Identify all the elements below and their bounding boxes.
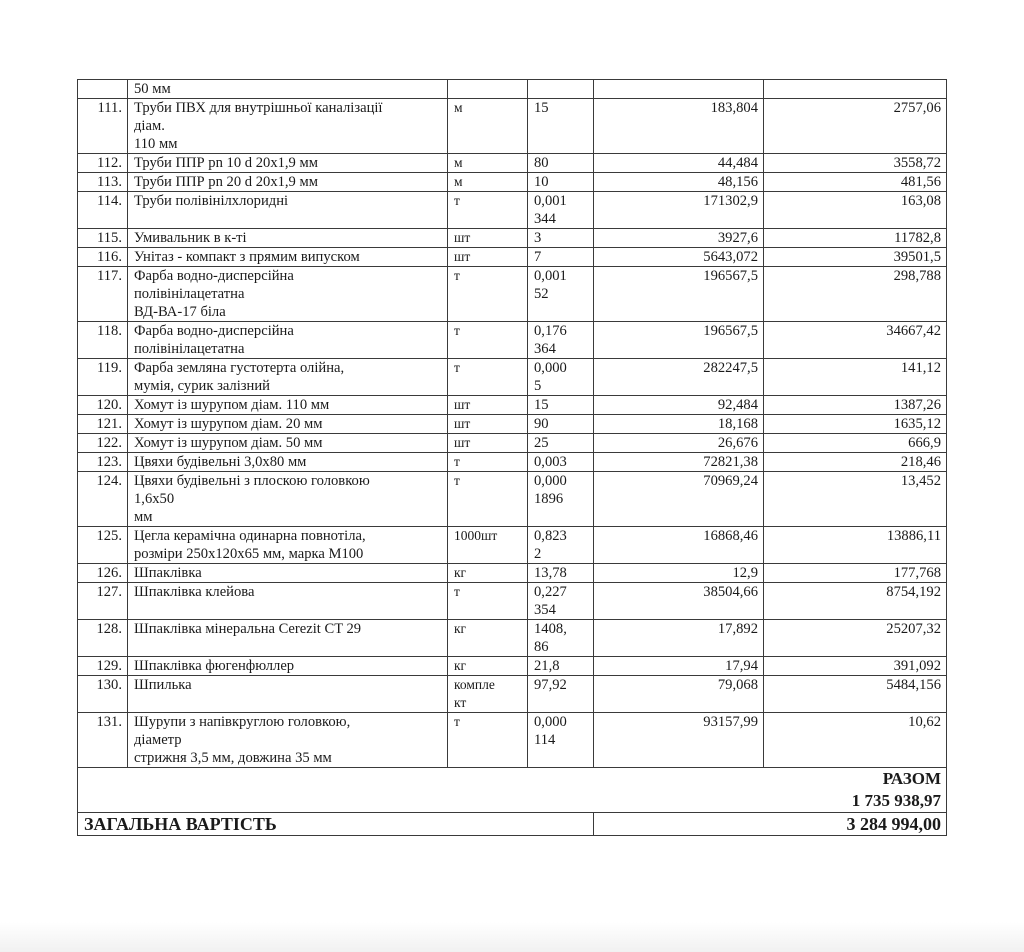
table-row bbox=[78, 472, 947, 527]
price-cell: 72821,38 bbox=[594, 453, 764, 472]
table-row bbox=[78, 453, 947, 472]
row-number-cell: 131. bbox=[78, 713, 128, 768]
row-number-cell: 122. bbox=[78, 434, 128, 453]
row-number-cell: 115. bbox=[78, 229, 128, 248]
grand-total-row bbox=[78, 813, 947, 836]
quantity-cell: 80 bbox=[528, 154, 594, 173]
item-name-cell: Шпаклівка клейова bbox=[128, 583, 448, 620]
price-cell: 171302,9 bbox=[594, 192, 764, 229]
price-cell: 48,156 bbox=[594, 173, 764, 192]
unit-cell: т bbox=[448, 359, 528, 396]
quantity-cell: 3 bbox=[528, 229, 594, 248]
table-row bbox=[78, 359, 947, 396]
table-row bbox=[78, 173, 947, 192]
subtotal-cell bbox=[78, 768, 947, 813]
item-name-cell: Шпаклівка мінеральна Cerezit CT 29 bbox=[128, 620, 448, 657]
sum-cell: 13,452 bbox=[764, 472, 947, 527]
unit-cell: шт bbox=[448, 248, 528, 267]
unit-cell: т bbox=[448, 192, 528, 229]
price-cell: 17,892 bbox=[594, 620, 764, 657]
table-row bbox=[78, 267, 947, 322]
sum-cell: 3558,72 bbox=[764, 154, 947, 173]
item-name-cell: Шпилька bbox=[128, 676, 448, 713]
quantity-cell: 0,227 354 bbox=[528, 583, 594, 620]
unit-cell: 1000шт bbox=[448, 527, 528, 564]
quantity-cell bbox=[528, 80, 594, 99]
sum-cell: 1387,26 bbox=[764, 396, 947, 415]
quantity-cell: 15 bbox=[528, 396, 594, 415]
table-row bbox=[78, 192, 947, 229]
price-cell: 18,168 bbox=[594, 415, 764, 434]
grand-total-label: ЗАГАЛЬНА ВАРТІСТЬ bbox=[78, 813, 594, 836]
item-name-cell: Цегла керамічна одинарна повнотіла, розміри 250х120х65 мм, марка М100 bbox=[128, 527, 448, 564]
quantity-cell: 7 bbox=[528, 248, 594, 267]
page-bottom-edge bbox=[0, 922, 1024, 952]
materials-estimate-table bbox=[77, 79, 947, 836]
unit-cell: т bbox=[448, 322, 528, 359]
row-number-cell: 127. bbox=[78, 583, 128, 620]
item-name-cell: Шпаклівка bbox=[128, 564, 448, 583]
price-cell: 79,068 bbox=[594, 676, 764, 713]
quantity-cell: 25 bbox=[528, 434, 594, 453]
row-number-cell: 111. bbox=[78, 99, 128, 154]
quantity-cell: 1408, 86 bbox=[528, 620, 594, 657]
item-name-cell: Труби ПВХ для внутрішньої каналізації діам. 110 мм bbox=[128, 99, 448, 154]
table-row bbox=[78, 620, 947, 657]
price-cell: 183,804 bbox=[594, 99, 764, 154]
item-name-cell: Хомут із шурупом діам. 110 мм bbox=[128, 396, 448, 415]
unit-cell: м bbox=[448, 173, 528, 192]
sum-cell: 39501,5 bbox=[764, 248, 947, 267]
unit-cell: т bbox=[448, 472, 528, 527]
quantity-cell: 0,003 bbox=[528, 453, 594, 472]
row-number-cell: 124. bbox=[78, 472, 128, 527]
sum-cell: 481,56 bbox=[764, 173, 947, 192]
table-row bbox=[78, 154, 947, 173]
table-row bbox=[78, 99, 947, 154]
price-cell: 17,94 bbox=[594, 657, 764, 676]
price-cell: 44,484 bbox=[594, 154, 764, 173]
sum-cell: 177,768 bbox=[764, 564, 947, 583]
row-number-cell: 130. bbox=[78, 676, 128, 713]
sum-cell: 5484,156 bbox=[764, 676, 947, 713]
price-cell: 92,484 bbox=[594, 396, 764, 415]
table-row bbox=[78, 657, 947, 676]
item-name-cell: Фарба водно-дисперсійна полівінілацетатна bbox=[128, 322, 448, 359]
quantity-cell: 0,000 5 bbox=[528, 359, 594, 396]
item-name-cell: Унітаз - компакт з прямим випуском bbox=[128, 248, 448, 267]
table-row bbox=[78, 564, 947, 583]
unit-cell: кг bbox=[448, 620, 528, 657]
item-name-cell: 50 мм bbox=[128, 80, 448, 99]
unit-cell: м bbox=[448, 154, 528, 173]
unit-cell: т bbox=[448, 453, 528, 472]
price-cell bbox=[594, 80, 764, 99]
unit-cell: шт bbox=[448, 396, 528, 415]
sum-cell: 163,08 bbox=[764, 192, 947, 229]
item-name-cell: Цвяхи будівельні 3,0х80 мм bbox=[128, 453, 448, 472]
quantity-cell: 0,000 114 bbox=[528, 713, 594, 768]
sum-cell: 11782,8 bbox=[764, 229, 947, 248]
quantity-cell: 21,8 bbox=[528, 657, 594, 676]
price-cell: 196567,5 bbox=[594, 322, 764, 359]
table-row bbox=[78, 248, 947, 267]
item-name-cell: Шурупи з напівкруглою головкою, діаметр стрижня 3,5 мм, довжина 35 мм bbox=[128, 713, 448, 768]
unit-cell bbox=[448, 80, 528, 99]
quantity-cell: 97,92 bbox=[528, 676, 594, 713]
sum-cell: 13886,11 bbox=[764, 527, 947, 564]
row-number-cell: 116. bbox=[78, 248, 128, 267]
unit-cell: шт bbox=[448, 434, 528, 453]
price-cell: 70969,24 bbox=[594, 472, 764, 527]
table-row bbox=[78, 229, 947, 248]
sum-cell: 298,788 bbox=[764, 267, 947, 322]
row-number-cell: 128. bbox=[78, 620, 128, 657]
item-name-cell: Труби ППР pn 10 d 20х1,9 мм bbox=[128, 154, 448, 173]
subtotal-value: 1 735 938,97 bbox=[851, 791, 941, 810]
price-cell: 16868,46 bbox=[594, 527, 764, 564]
quantity-cell: 0,001 52 bbox=[528, 267, 594, 322]
table-row bbox=[78, 713, 947, 768]
sum-cell: 666,9 bbox=[764, 434, 947, 453]
price-cell: 282247,5 bbox=[594, 359, 764, 396]
sum-cell: 10,62 bbox=[764, 713, 947, 768]
quantity-cell: 15 bbox=[528, 99, 594, 154]
unit-cell: компле кт bbox=[448, 676, 528, 713]
unit-cell: т bbox=[448, 713, 528, 768]
item-name-cell: Цвяхи будівельні з плоскою головкою 1,6х50 мм bbox=[128, 472, 448, 527]
price-cell: 38504,66 bbox=[594, 583, 764, 620]
item-name-cell: Фарба водно-дисперсійна полівінілацетатна ВД-ВА-17 біла bbox=[128, 267, 448, 322]
item-name-cell: Труби полівінілхлоридні bbox=[128, 192, 448, 229]
unit-cell: кг bbox=[448, 564, 528, 583]
row-number-cell: 119. bbox=[78, 359, 128, 396]
sum-cell: 34667,42 bbox=[764, 322, 947, 359]
quantity-cell: 13,78 bbox=[528, 564, 594, 583]
table-row bbox=[78, 322, 947, 359]
item-name-cell: Хомут із шурупом діам. 50 мм bbox=[128, 434, 448, 453]
unit-cell: шт bbox=[448, 415, 528, 434]
table-row bbox=[78, 527, 947, 564]
price-cell: 5643,072 bbox=[594, 248, 764, 267]
price-cell: 3927,6 bbox=[594, 229, 764, 248]
row-number-cell: 129. bbox=[78, 657, 128, 676]
sum-cell: 141,12 bbox=[764, 359, 947, 396]
price-cell: 196567,5 bbox=[594, 267, 764, 322]
row-number-cell: 123. bbox=[78, 453, 128, 472]
row-number-cell: 121. bbox=[78, 415, 128, 434]
subtotal-label: РАЗОМ bbox=[882, 769, 941, 788]
row-number-cell: 112. bbox=[78, 154, 128, 173]
quantity-cell: 0,001 344 bbox=[528, 192, 594, 229]
row-number-cell: 120. bbox=[78, 396, 128, 415]
sum-cell: 8754,192 bbox=[764, 583, 947, 620]
price-cell: 26,676 bbox=[594, 434, 764, 453]
item-name-cell: Шпаклівка фюгенфюллер bbox=[128, 657, 448, 676]
table-row bbox=[78, 583, 947, 620]
row-number-cell: 125. bbox=[78, 527, 128, 564]
row-number-cell: 114. bbox=[78, 192, 128, 229]
row-number-cell: 117. bbox=[78, 267, 128, 322]
row-number-cell: 126. bbox=[78, 564, 128, 583]
table-row bbox=[78, 396, 947, 415]
quantity-cell: 0,000 1896 bbox=[528, 472, 594, 527]
sum-cell: 218,46 bbox=[764, 453, 947, 472]
quantity-cell: 0,176 364 bbox=[528, 322, 594, 359]
item-name-cell: Хомут із шурупом діам. 20 мм bbox=[128, 415, 448, 434]
sum-cell: 1635,12 bbox=[764, 415, 947, 434]
unit-cell: кг bbox=[448, 657, 528, 676]
table-row bbox=[78, 415, 947, 434]
item-name-cell: Фарба земляна густотерта олійна, мумія, сурик залізний bbox=[128, 359, 448, 396]
table-row bbox=[78, 676, 947, 713]
subtotal-row bbox=[78, 768, 947, 813]
row-number-cell: 113. bbox=[78, 173, 128, 192]
continuation-row bbox=[78, 80, 947, 99]
price-cell: 12,9 bbox=[594, 564, 764, 583]
grand-total-value: 3 284 994,00 bbox=[594, 813, 947, 836]
quantity-cell: 90 bbox=[528, 415, 594, 434]
row-number-cell bbox=[78, 80, 128, 99]
item-name-cell: Труби ППР pn 20 d 20х1,9 мм bbox=[128, 173, 448, 192]
sum-cell bbox=[764, 80, 947, 99]
unit-cell: т bbox=[448, 583, 528, 620]
table-row bbox=[78, 434, 947, 453]
unit-cell: м bbox=[448, 99, 528, 154]
item-name-cell: Умивальник в к-ті bbox=[128, 229, 448, 248]
price-cell: 93157,99 bbox=[594, 713, 764, 768]
quantity-cell: 0,823 2 bbox=[528, 527, 594, 564]
sum-cell: 2757,06 bbox=[764, 99, 947, 154]
sum-cell: 25207,32 bbox=[764, 620, 947, 657]
sum-cell: 391,092 bbox=[764, 657, 947, 676]
row-number-cell: 118. bbox=[78, 322, 128, 359]
unit-cell: т bbox=[448, 267, 528, 322]
unit-cell: шт bbox=[448, 229, 528, 248]
quantity-cell: 10 bbox=[528, 173, 594, 192]
